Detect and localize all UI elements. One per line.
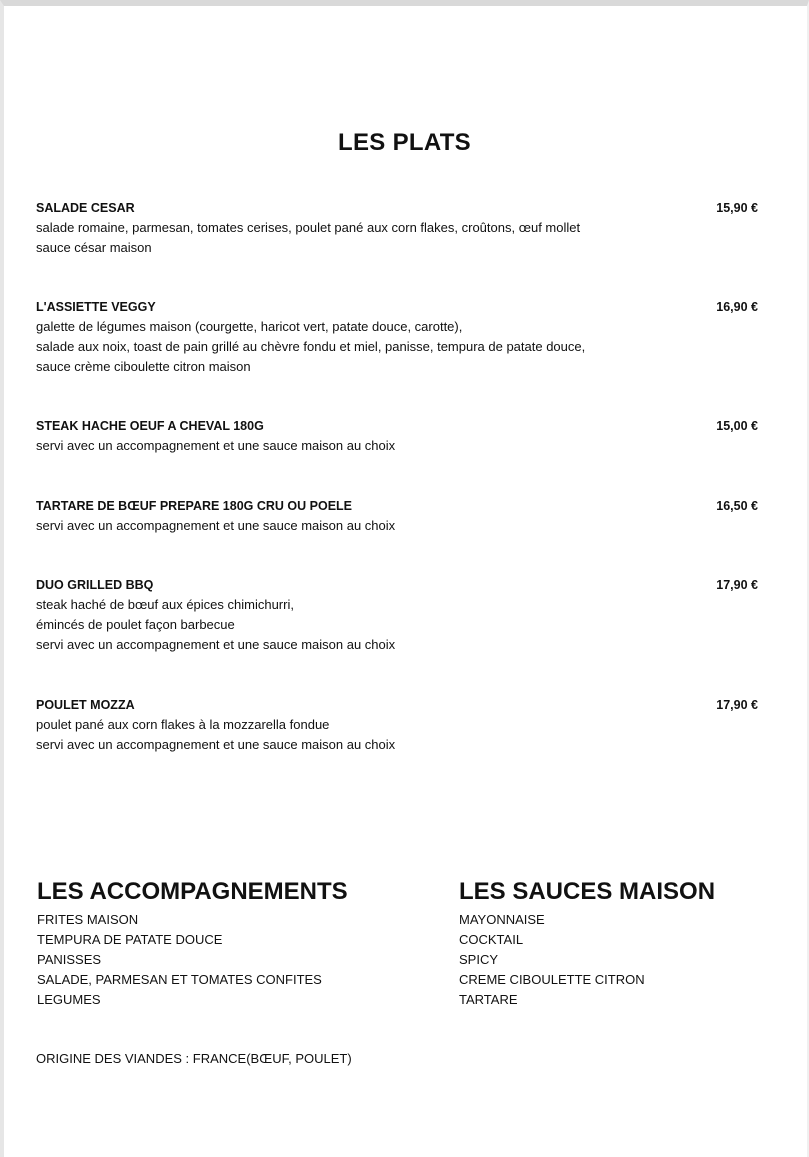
dish-price: 15,90 € <box>716 201 758 215</box>
dish-salade-cesar <box>36 198 758 258</box>
accompagnement-item: PANISSES <box>37 952 102 967</box>
sauce-item: TARTARE <box>459 992 518 1007</box>
dish-price: 16,50 € <box>716 499 758 513</box>
dish-description-line: sauce crème ciboulette citron maison <box>36 359 251 374</box>
sauces-title: LES SAUCES MAISON <box>459 878 716 905</box>
dish-description-line: sauce césar maison <box>36 240 152 255</box>
accompagnement-item: FRITES MAISON <box>37 912 139 927</box>
dish-description-line: servi avec un accompagnement et une sauce maison au choix <box>36 637 396 652</box>
accompagnements-section <box>37 876 348 1010</box>
dish-price: 16,90 € <box>716 300 758 314</box>
sauce-item: SPICY <box>459 952 499 967</box>
dish-description-line: émincés de poulet façon barbecue <box>36 617 235 632</box>
dish-description-line: servi avec un accompagnement et une sauce maison au choix <box>36 518 396 533</box>
page-title: LES PLATS <box>338 129 471 156</box>
dish-name: L'ASSIETTE VEGGY <box>36 300 156 314</box>
sauce-item: CREME CIBOULETTE CITRON <box>459 972 645 987</box>
dish-description-line: salade aux noix, toast de pain grillé au chèvre fondu et miel, panisse, tempura de patate douce, <box>36 339 586 354</box>
dish-name: POULET MOZZA <box>36 698 135 712</box>
dish-description-line: servi avec un accompagnement et une sauce maison au choix <box>36 438 396 453</box>
dish-price: 17,90 € <box>716 578 758 592</box>
dish-price: 15,00 € <box>716 419 758 433</box>
dish-name: TARTARE DE BŒUF PREPARE 180G CRU OU POELE <box>36 499 353 513</box>
dish-steak-hache <box>36 416 758 456</box>
accompagnements-title: LES ACCOMPAGNEMENTS <box>37 878 348 905</box>
accompagnement-item: SALADE, PARMESAN ET TOMATES CONFITES <box>37 972 322 987</box>
sauce-item: COCKTAIL <box>459 932 524 947</box>
dish-name: SALADE CESAR <box>36 201 135 215</box>
dish-price: 17,90 € <box>716 698 758 712</box>
accompagnement-item: TEMPURA DE PATATE DOUCE <box>37 932 223 947</box>
dish-name: STEAK HACHE OEUF A CHEVAL 180G <box>36 419 264 433</box>
dish-assiette-veggy <box>36 297 758 377</box>
dish-description-line: steak haché de bœuf aux épices chimichurri, <box>36 597 294 612</box>
dish-description-line: poulet pané aux corn flakes à la mozzarella fondue <box>36 717 330 732</box>
sauce-item: MAYONNAISE <box>459 912 545 927</box>
dish-tartare-boeuf <box>36 496 758 536</box>
dish-name: DUO GRILLED BBQ <box>36 578 154 592</box>
dish-description-line: galette de légumes maison (courgette, haricot vert, patate douce, carotte), <box>36 319 463 334</box>
accompagnement-item: LEGUMES <box>37 992 101 1007</box>
dish-description-line: salade romaine, parmesan, tomates cerises, poulet pané aux corn flakes, croûtons, œuf mollet <box>36 220 581 235</box>
sauces-section <box>459 876 715 1010</box>
dish-description-line: servi avec un accompagnement et une sauce maison au choix <box>36 737 396 752</box>
meat-origin-note: ORIGINE DES VIANDES : FRANCE(BŒUF, POULET) <box>36 1051 352 1066</box>
dish-duo-grilled-bbq <box>36 575 758 655</box>
dish-poulet-mozza <box>36 695 758 755</box>
